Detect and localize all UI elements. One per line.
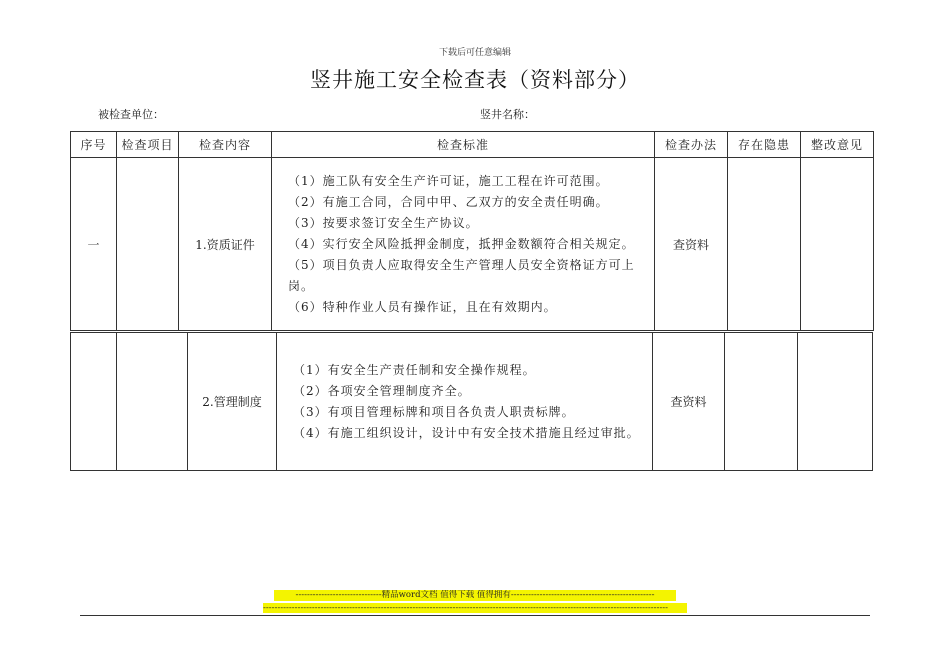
header-row bbox=[71, 132, 874, 158]
row-seq: 一 bbox=[71, 158, 117, 331]
header-hazard: 存在隐患 bbox=[728, 132, 801, 158]
row-content: 2.管理制度 bbox=[188, 333, 277, 471]
row-item bbox=[117, 333, 188, 471]
standard-line: （3）有项目管理标牌和项目各负责人职责标牌。 bbox=[293, 404, 575, 419]
standard-line: （4）有施工组织设计，设计中有安全技术措施且经过审批。 bbox=[293, 425, 640, 440]
header-rectify: 整改意见 bbox=[801, 132, 874, 158]
standard-line: （1）施工队有安全生产许可证，施工工程在许可范围。 bbox=[288, 173, 609, 188]
row-hazard[interactable] bbox=[728, 158, 801, 331]
page-title: 竖井施工安全检查表（资料部分） bbox=[310, 68, 640, 92]
row-standards bbox=[272, 158, 655, 331]
row-rectify[interactable] bbox=[798, 333, 873, 471]
row-content: 1.资质证件 bbox=[179, 158, 272, 331]
row-standards bbox=[277, 333, 653, 471]
row-method: 查资料 bbox=[655, 158, 728, 331]
footer-banner-top: ------------------------------精品word文档 值得下载 值得拥有-------------------------------------------------- bbox=[274, 590, 676, 601]
header-method: 检查办法 bbox=[655, 132, 728, 158]
header-seq: 序号 bbox=[71, 132, 117, 158]
footer-banner-bottom: --------------------------------------------------------------------------------------------------------------------------------------------- bbox=[263, 603, 687, 613]
inspected-unit-label: 被检查单位： bbox=[98, 108, 164, 121]
header-content: 检查内容 bbox=[179, 132, 272, 158]
inspection-table-top bbox=[70, 131, 874, 331]
row-method: 查资料 bbox=[653, 333, 725, 471]
header-standard: 检查标准 bbox=[272, 132, 655, 158]
standard-line: （4）实行安全风险抵押金制度，抵押金数额符合相关规定。 bbox=[288, 236, 635, 251]
standard-line: （2）各项安全管理制度齐全。 bbox=[293, 383, 471, 398]
inspection-table-bottom bbox=[70, 332, 873, 471]
standard-line: （6）特种作业人员有操作证，且在有效期内。 bbox=[288, 299, 557, 314]
top-note: 下载后可任意编辑 bbox=[438, 48, 511, 58]
table-row bbox=[71, 158, 874, 331]
footer-divider bbox=[80, 615, 870, 616]
standard-line: （1）有安全生产责任制和安全操作规程。 bbox=[293, 362, 536, 377]
shaft-name-label: 竖井名称： bbox=[480, 108, 535, 121]
row-item bbox=[117, 158, 179, 331]
row-hazard[interactable] bbox=[725, 333, 798, 471]
header-item: 检查项目 bbox=[117, 132, 179, 158]
standard-line: （3）按要求签订安全生产协议。 bbox=[288, 215, 479, 230]
standard-line: （2）有施工合同，合同中甲、乙双方的安全责任明确。 bbox=[288, 194, 609, 209]
table-row bbox=[71, 333, 873, 471]
row-rectify[interactable] bbox=[801, 158, 874, 331]
standard-line: （5）项目负责人应取得安全生产管理人员安全资格证方可上岗。 bbox=[288, 257, 635, 293]
row-seq bbox=[71, 333, 117, 471]
